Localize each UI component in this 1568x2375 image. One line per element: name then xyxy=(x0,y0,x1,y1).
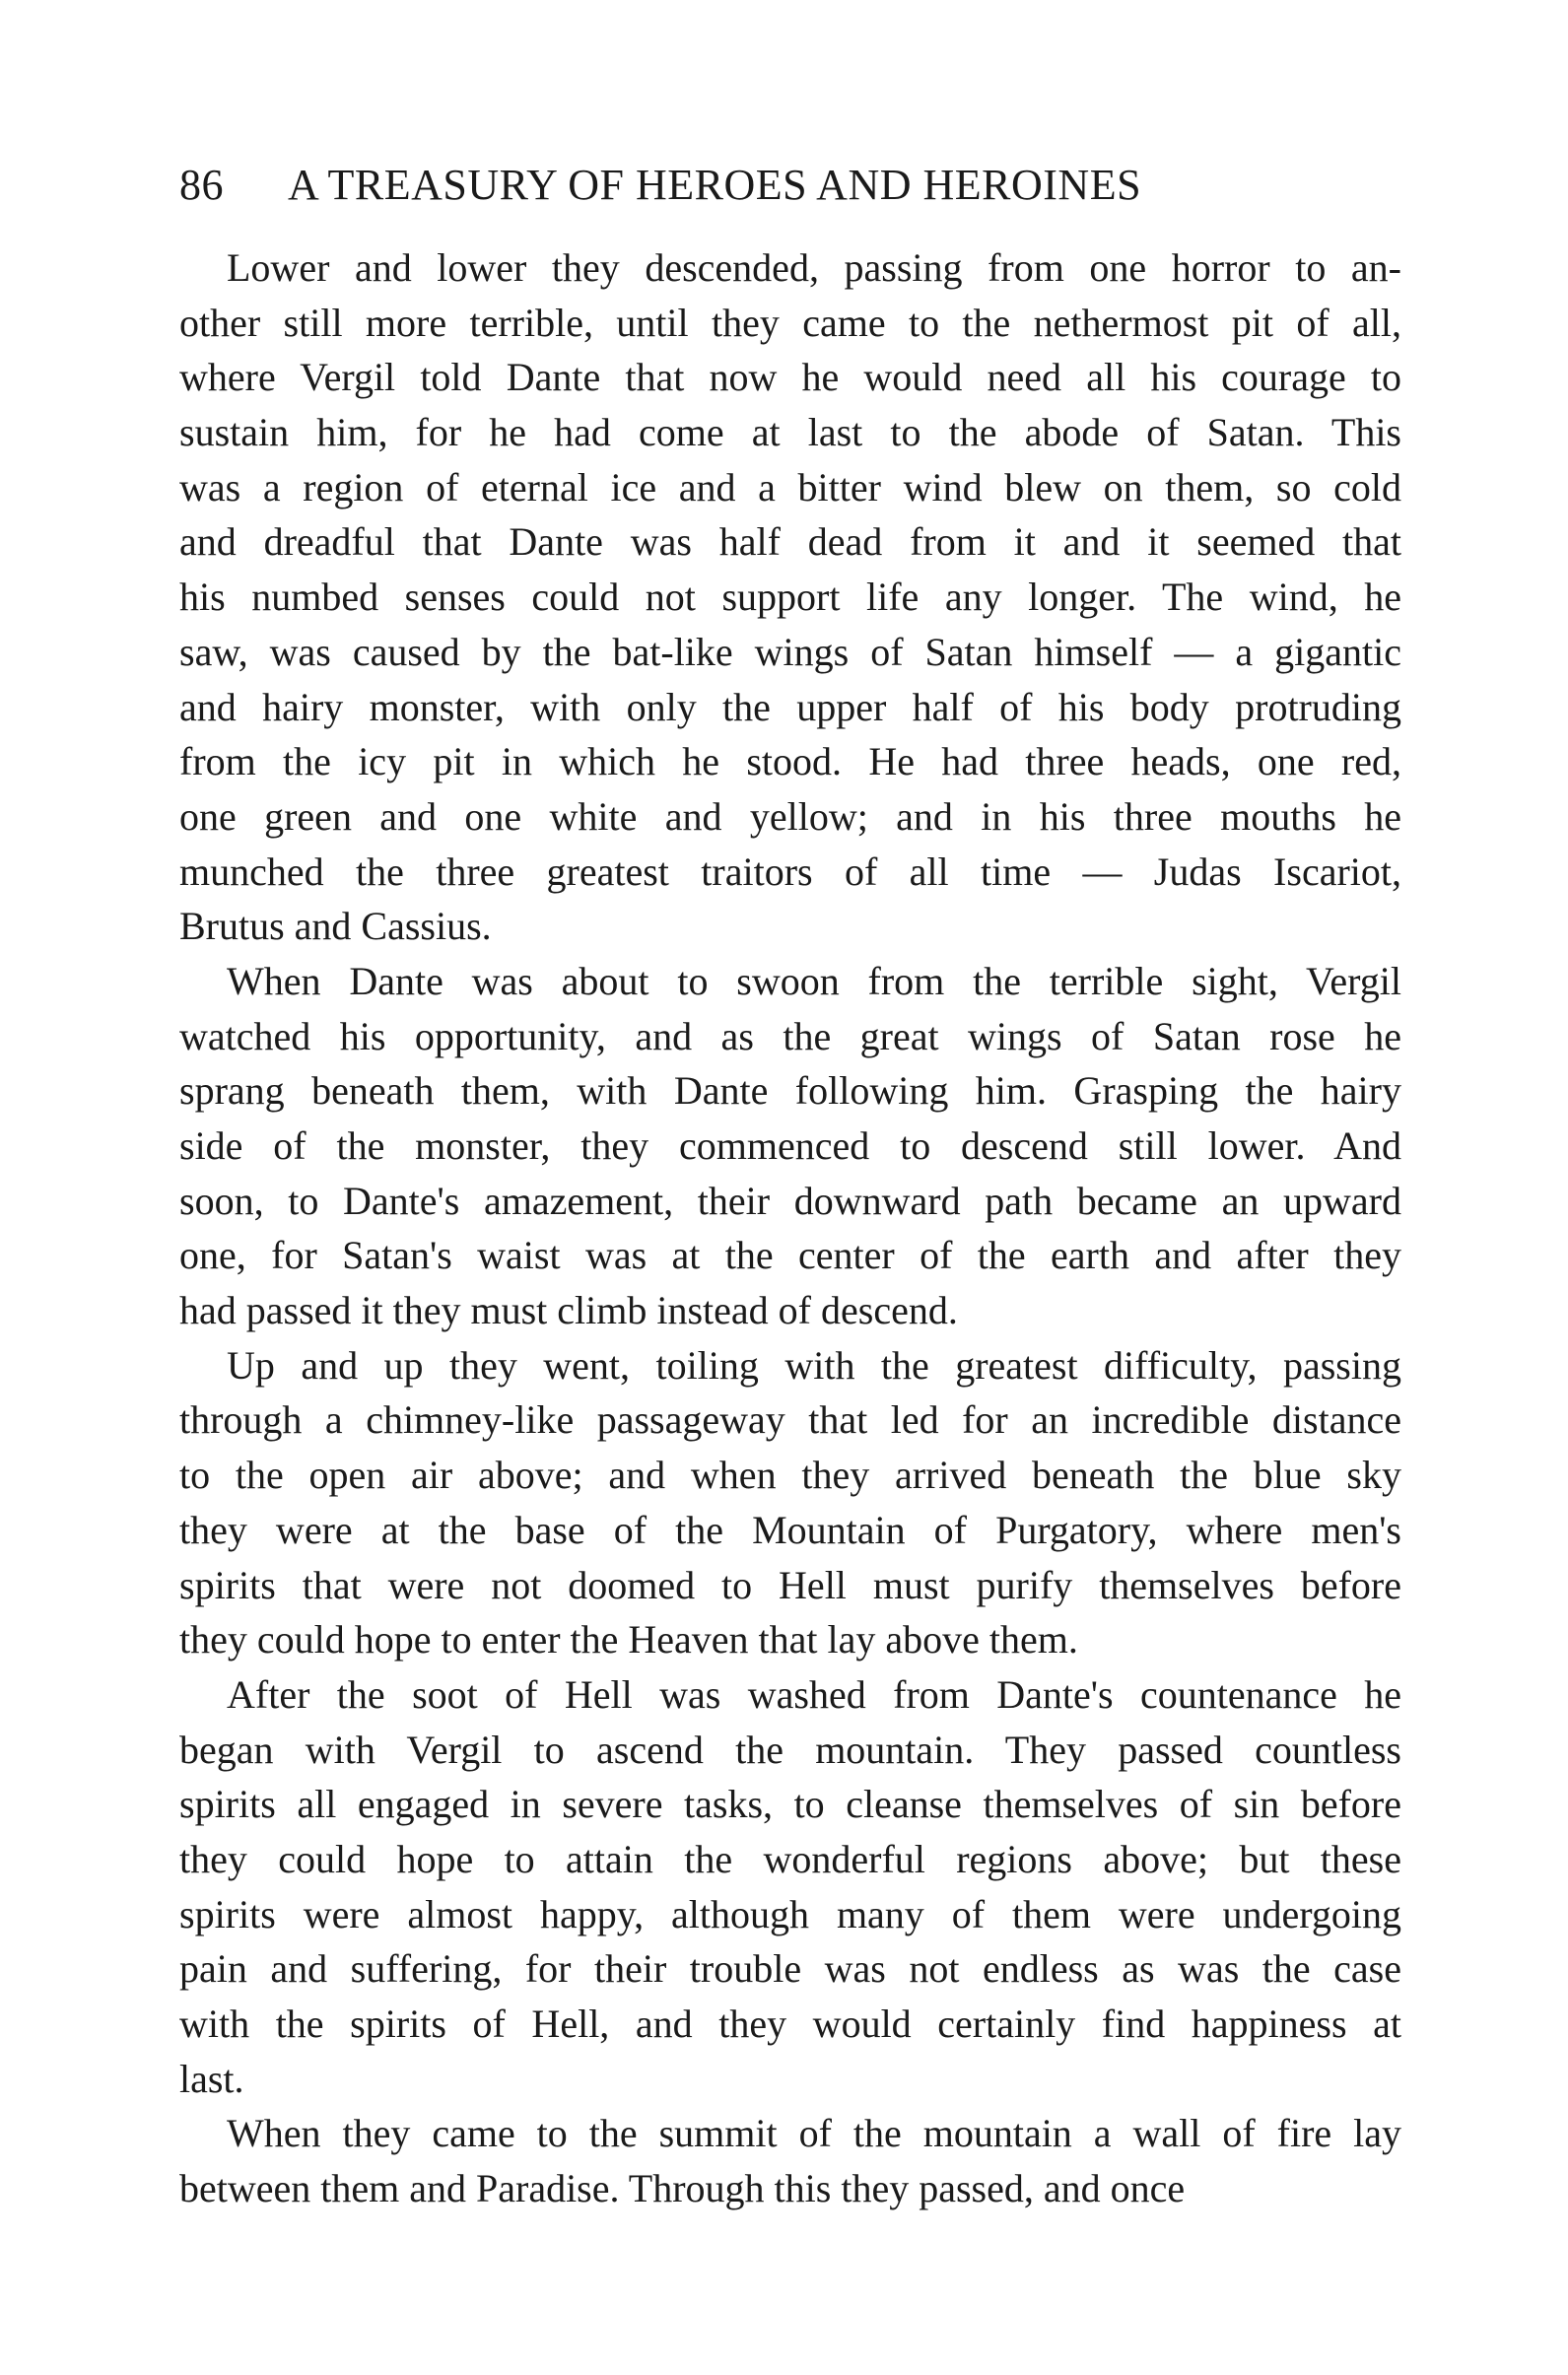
text-line: they could hope to attain the wonderful regions above; but these xyxy=(179,1836,1401,1881)
text-line: had passed it they must climb instead of descend. xyxy=(179,1288,958,1333)
text-line: watched his opportunity, and as the great wings of Satan rose he xyxy=(179,1013,1401,1058)
text-line: his numbed senses could not support life any longer. The wind, he xyxy=(179,575,1401,620)
text-line: they were at the base of the Mountain of Purgatory, where men's xyxy=(179,1507,1401,1552)
page-bottom-margin xyxy=(179,2227,1401,2326)
text-line: they could hope to enter the Heaven that lay above them. xyxy=(179,1617,1078,1662)
text-line: pain and suffering, for their trouble was not endless as was the case xyxy=(179,1946,1401,1992)
text-line: munched the three greatest traitors of all time — Judas Iscariot, xyxy=(179,848,1401,894)
text-line: other still more terrible, until they came to the nethermost pit of all, xyxy=(179,300,1401,345)
text-line: was a region of eternal ice and a bitter wind blew on them, so cold xyxy=(179,464,1401,509)
book-title: A TREASURY OF HEROES AND HEROINES xyxy=(288,161,1142,209)
text-line: saw, was caused by the bat-like wings of Satan himself — a gigantic xyxy=(179,629,1401,674)
text-line: through a chimney-like passageway that led for an incredible distance xyxy=(179,1397,1401,1443)
text-line: When they came to the summit of the mountain a wall of fire lay xyxy=(227,2111,1401,2156)
text-line: spirits all engaged in severe tasks, to cleanse themselves of sin before xyxy=(179,1782,1401,1827)
body-text xyxy=(179,240,1549,2216)
text-line: spirits were almost happy, although many of them were undergoing xyxy=(179,1891,1401,1936)
text-line: side of the monster, they commenced to descend still lower. And xyxy=(179,1123,1401,1168)
text-line: from the icy pit in which he stood. He had three heads, one red, xyxy=(179,739,1401,784)
text-line: soon, to Dante's amazement, their downward path became an upward xyxy=(179,1178,1401,1223)
text-line: and hairy monster, with only the upper half of his body protruding xyxy=(179,684,1401,729)
text-line: to the open air above; and when they arrived beneath the blue sky xyxy=(179,1453,1401,1498)
text-line: and dreadful that Dante was half dead from it and it seemed that xyxy=(179,519,1401,565)
text-line: Up and up they went, toiling with the greatest difficulty, passing xyxy=(227,1342,1401,1388)
text-line: After the soot of Hell was washed from Dante's countenance he xyxy=(227,1671,1401,1717)
text-line: sprang beneath them, with Dante following him. Grasping the hairy xyxy=(179,1068,1401,1114)
text-line: last. xyxy=(179,2056,244,2101)
page-number: 86 xyxy=(179,161,224,209)
text-line: with the spirits of Hell, and they would certainly find happiness at xyxy=(179,2002,1401,2046)
running-head xyxy=(179,156,1401,215)
text-line: sustain him, for he had come at last to the abode of Satan. This xyxy=(179,410,1401,455)
text-line: When Dante was about to swoon from the terrible sight, Vergil xyxy=(227,958,1401,1003)
text-line: one green and one white and yellow; and in his three mouths he xyxy=(179,793,1401,839)
text-line: Brutus and Cassius. xyxy=(179,904,492,949)
text-line: where Vergil told Dante that now he would need all his courage to xyxy=(179,355,1401,400)
text-line: Lower and lower they descended, passing from one horror to an- xyxy=(227,245,1401,290)
text-line: between them and Paradise. Through this they passed, and once xyxy=(179,2166,1186,2211)
text-line: one, for Satan's waist was at the center of the earth and after they xyxy=(179,1233,1401,1278)
text-line: began with Vergil to ascend the mountain. They passed countless xyxy=(179,1727,1401,1772)
text-line: spirits that were not doomed to Hell must purify themselves before xyxy=(179,1562,1401,1607)
